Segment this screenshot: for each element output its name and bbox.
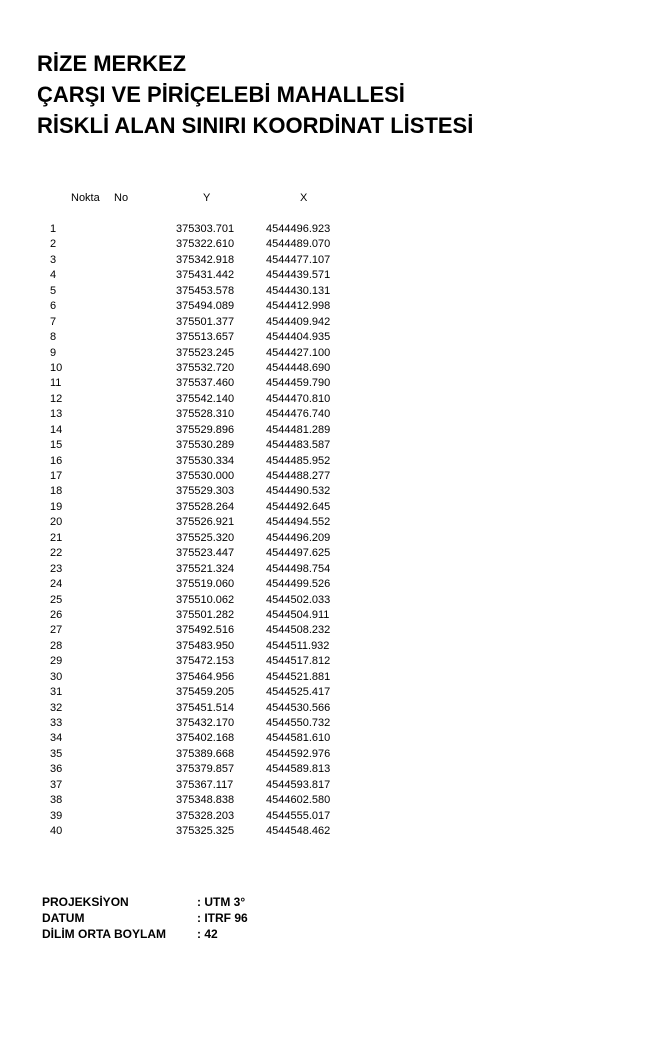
point-number: 28 bbox=[50, 639, 63, 652]
x-coordinate: 4544550.732 bbox=[266, 717, 331, 729]
point-number: 23 bbox=[50, 562, 63, 575]
point-number: 13 bbox=[50, 408, 63, 421]
x-coordinate: 4544502.033 bbox=[266, 593, 331, 606]
y-coordinate: 375521.324 bbox=[176, 562, 235, 575]
y-coordinate: 375322.610 bbox=[176, 238, 235, 251]
table-row bbox=[0, 299, 670, 314]
y-coordinate: 375342.918 bbox=[176, 253, 235, 266]
y-coordinate: 375367.117 bbox=[176, 778, 234, 791]
y-coordinate: 375523.245 bbox=[176, 346, 235, 359]
table-row bbox=[0, 623, 670, 638]
table-row bbox=[0, 824, 670, 839]
point-number: 21 bbox=[50, 531, 63, 544]
y-coordinate: 375432.170 bbox=[176, 717, 235, 729]
y-coordinate: 375451.514 bbox=[176, 701, 235, 714]
x-coordinate: 4544448.690 bbox=[266, 361, 331, 374]
x-coordinate: 4544412.998 bbox=[266, 300, 331, 313]
x-coordinate: 4544504.911 bbox=[266, 608, 330, 621]
table-row bbox=[0, 593, 670, 608]
x-coordinate: 4544492.645 bbox=[266, 500, 331, 513]
x-coordinate: 4544593.817 bbox=[266, 778, 331, 791]
y-coordinate: 375379.857 bbox=[176, 763, 235, 776]
y-coordinate: 375472.153 bbox=[176, 655, 235, 668]
title-line-3: RİSKLİ ALAN SINIRI KOORDİNAT LİSTESİ bbox=[37, 113, 474, 138]
point-number: 9 bbox=[50, 346, 57, 359]
x-coordinate: 4544496.209 bbox=[266, 531, 331, 544]
y-coordinate: 375513.657 bbox=[176, 331, 235, 344]
y-coordinate: 375464.956 bbox=[176, 670, 235, 683]
x-coordinate: 4544490.532 bbox=[266, 485, 331, 498]
x-coordinate: 4544525.417 bbox=[266, 686, 331, 699]
x-coordinate: 4544483.587 bbox=[266, 439, 331, 452]
coordinate-table bbox=[0, 222, 670, 840]
table-row bbox=[0, 685, 670, 700]
x-coordinate: 4544581.610 bbox=[266, 732, 331, 745]
point-number: 4 bbox=[50, 269, 57, 282]
x-coordinate: 4544439.571 bbox=[266, 269, 331, 282]
table-row bbox=[0, 454, 670, 469]
y-coordinate: 375530.289 bbox=[176, 439, 235, 452]
x-coordinate: 4544589.813 bbox=[266, 763, 331, 776]
table-row bbox=[0, 376, 670, 391]
y-coordinate: 375537.460 bbox=[176, 377, 235, 390]
table-row bbox=[0, 469, 670, 484]
point-number: 2 bbox=[50, 238, 57, 251]
point-number: 10 bbox=[50, 361, 63, 374]
y-coordinate: 375525.320 bbox=[176, 531, 235, 544]
y-coordinate: 375519.060 bbox=[176, 578, 235, 591]
point-number: 29 bbox=[50, 655, 63, 668]
y-coordinate: 375453.578 bbox=[176, 284, 235, 297]
point-number: 33 bbox=[50, 717, 63, 729]
table-row bbox=[0, 701, 670, 716]
y-coordinate: 375402.168 bbox=[176, 732, 235, 745]
y-coordinate: 375459.205 bbox=[176, 686, 235, 699]
x-coordinate: 4544430.131 bbox=[266, 284, 331, 297]
point-number: 8 bbox=[50, 331, 57, 344]
point-number: 27 bbox=[50, 624, 63, 637]
table-row bbox=[0, 392, 670, 407]
table-row bbox=[0, 608, 670, 623]
point-number: 11 bbox=[50, 377, 62, 390]
point-number: 25 bbox=[50, 593, 63, 606]
y-coordinate: 375389.668 bbox=[176, 747, 235, 760]
table-row bbox=[0, 315, 670, 330]
x-coordinate: 4544517.812 bbox=[266, 655, 331, 668]
table-row bbox=[0, 361, 670, 376]
y-coordinate: 375542.140 bbox=[176, 392, 235, 405]
table-row bbox=[0, 577, 670, 592]
x-coordinate: 4544555.017 bbox=[266, 809, 331, 822]
table-row bbox=[0, 562, 670, 577]
point-number: 16 bbox=[50, 454, 63, 467]
point-number: 14 bbox=[50, 423, 63, 436]
point-number: 32 bbox=[50, 701, 63, 714]
point-number: 22 bbox=[50, 547, 63, 560]
table-row bbox=[0, 515, 670, 530]
x-coordinate: 4544427.100 bbox=[266, 346, 331, 359]
table-row bbox=[0, 500, 670, 515]
x-coordinate: 4544521.881 bbox=[266, 670, 331, 683]
point-number: 7 bbox=[50, 315, 57, 328]
point-number: 26 bbox=[50, 608, 63, 621]
y-coordinate: 375530.000 bbox=[176, 470, 235, 482]
table-row bbox=[0, 438, 670, 453]
title-line-2: ÇARŞI VE PİRİÇELEBİ MAHALLESİ bbox=[37, 82, 405, 107]
y-coordinate: 375325.325 bbox=[176, 825, 235, 838]
point-number: 18 bbox=[50, 485, 63, 498]
table-row bbox=[0, 237, 670, 252]
x-coordinate: 4544496.923 bbox=[266, 223, 331, 235]
y-coordinate: 375510.062 bbox=[176, 593, 235, 606]
point-number: 24 bbox=[50, 578, 63, 591]
table-row bbox=[0, 670, 670, 685]
y-coordinate: 375528.310 bbox=[176, 408, 235, 421]
x-coordinate: 4544459.790 bbox=[266, 377, 331, 390]
table-row bbox=[0, 268, 670, 283]
table-row bbox=[0, 284, 670, 299]
y-coordinate: 375530.334 bbox=[176, 454, 235, 467]
table-row bbox=[0, 346, 670, 361]
y-coordinate: 375328.203 bbox=[176, 809, 235, 822]
point-number: 17 bbox=[50, 470, 63, 482]
dilim-label: DİLİM ORTA BOYLAM bbox=[42, 927, 166, 941]
table-row bbox=[0, 809, 670, 824]
y-coordinate: 375483.950 bbox=[176, 639, 235, 652]
point-number: 31 bbox=[50, 686, 63, 699]
x-coordinate: 4544476.740 bbox=[266, 408, 331, 421]
table-row bbox=[0, 716, 670, 731]
y-coordinate: 375532.720 bbox=[176, 361, 235, 374]
y-coordinate: 375529.896 bbox=[176, 423, 235, 436]
table-row bbox=[0, 423, 670, 438]
x-coordinate: 4544602.580 bbox=[266, 794, 331, 807]
y-coordinate: 375501.377 bbox=[176, 315, 235, 328]
table-row bbox=[0, 747, 670, 762]
point-number: 39 bbox=[50, 809, 63, 822]
point-number: 6 bbox=[50, 300, 57, 313]
x-coordinate: 4544409.942 bbox=[266, 315, 331, 328]
x-coordinate: 4544477.107 bbox=[266, 253, 331, 266]
header-x: X bbox=[300, 192, 308, 204]
x-coordinate: 4544404.935 bbox=[266, 331, 331, 344]
x-coordinate: 4544530.566 bbox=[266, 701, 331, 714]
x-coordinate: 4544488.277 bbox=[266, 470, 331, 482]
datum-value: : ITRF 96 bbox=[197, 911, 248, 925]
y-coordinate: 375526.921 bbox=[176, 516, 235, 529]
x-coordinate: 4544548.462 bbox=[266, 825, 331, 838]
table-row bbox=[0, 793, 670, 808]
point-number: 34 bbox=[50, 732, 63, 745]
y-coordinate: 375523.447 bbox=[176, 547, 235, 560]
projeksiyon-value: : UTM 3° bbox=[197, 895, 246, 909]
y-coordinate: 375431.442 bbox=[176, 269, 235, 282]
table-row bbox=[0, 654, 670, 669]
point-number: 37 bbox=[50, 778, 63, 791]
x-coordinate: 4544499.526 bbox=[266, 578, 331, 591]
dilim-value: : 42 bbox=[197, 927, 218, 941]
x-coordinate: 4544489.070 bbox=[266, 238, 331, 251]
header-nokta: Nokta bbox=[71, 192, 100, 204]
x-coordinate: 4544497.625 bbox=[266, 547, 331, 560]
y-coordinate: 375348.838 bbox=[176, 794, 235, 807]
point-number: 38 bbox=[50, 794, 63, 807]
datum-label: DATUM bbox=[42, 911, 85, 925]
y-coordinate: 375494.089 bbox=[176, 300, 235, 313]
header-no: No bbox=[114, 192, 129, 204]
table-row bbox=[0, 731, 670, 746]
table-row bbox=[0, 546, 670, 561]
y-coordinate: 375501.282 bbox=[176, 608, 235, 621]
y-coordinate: 375528.264 bbox=[176, 500, 235, 513]
table-row bbox=[0, 222, 670, 237]
y-coordinate: 375529.303 bbox=[176, 485, 235, 498]
point-number: 12 bbox=[50, 392, 63, 405]
table-row bbox=[0, 484, 670, 499]
point-number: 3 bbox=[50, 253, 57, 266]
x-coordinate: 4544498.754 bbox=[266, 562, 331, 575]
header-y: Y bbox=[203, 192, 211, 204]
projeksiyon-label: PROJEKSİYON bbox=[42, 895, 129, 909]
document-title bbox=[37, 48, 657, 141]
table-row bbox=[0, 253, 670, 268]
x-coordinate: 4544485.952 bbox=[266, 454, 331, 467]
x-coordinate: 4544481.289 bbox=[266, 423, 331, 436]
x-coordinate: 4544470.810 bbox=[266, 392, 331, 405]
table-row bbox=[0, 639, 670, 654]
point-number: 5 bbox=[50, 284, 57, 297]
point-number: 36 bbox=[50, 763, 63, 776]
table-row bbox=[0, 778, 670, 793]
table-row bbox=[0, 762, 670, 777]
point-number: 30 bbox=[50, 670, 63, 683]
table-row bbox=[0, 531, 670, 546]
point-number: 35 bbox=[50, 747, 63, 760]
y-coordinate: 375492.516 bbox=[176, 624, 235, 637]
point-number: 15 bbox=[50, 439, 63, 452]
x-coordinate: 4544592.976 bbox=[266, 747, 331, 760]
x-coordinate: 4544508.232 bbox=[266, 624, 331, 637]
table-row bbox=[0, 330, 670, 345]
y-coordinate: 375303.701 bbox=[176, 223, 235, 235]
point-number: 19 bbox=[50, 500, 63, 513]
x-coordinate: 4544511.932 bbox=[266, 639, 330, 652]
title-line-1: RİZE MERKEZ bbox=[37, 51, 187, 76]
point-number: 40 bbox=[50, 825, 63, 838]
x-coordinate: 4544494.552 bbox=[266, 516, 331, 529]
point-number: 20 bbox=[50, 516, 63, 529]
table-row bbox=[0, 407, 670, 422]
point-number: 1 bbox=[50, 223, 57, 235]
